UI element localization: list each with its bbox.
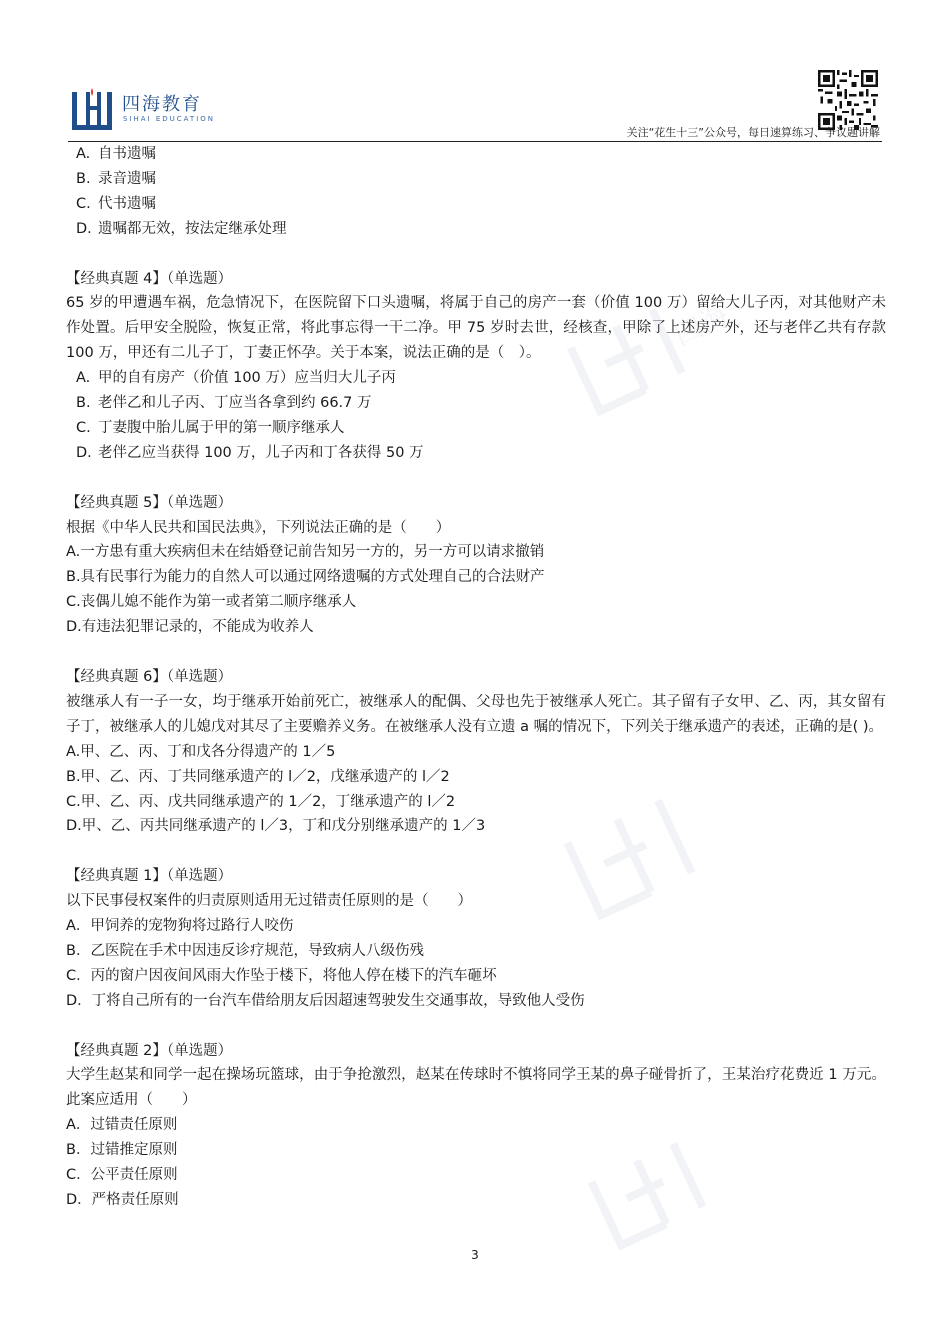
q6-option-d: D.甲、乙、丙共同继承遗产的 l／3，丁和戊分别继承遗产的 1／3	[66, 818, 486, 835]
q0-option-b-letter: B.	[76, 170, 91, 187]
q0-option-d	[66, 217, 886, 242]
q6-stem: 被继承人有一子一女，均于继承开始前死亡，被继承人的配偶、父母也先于被继承人死亡。其子留有子女甲、乙、丙，其女留有子丁，被继承人的儿媳戊对其尽了主要赡养义务。在被继承人没有立遗 a 嘱的情况下，下列关于继承遗产的表述，正确的是( )。	[66, 693, 886, 735]
spacer	[66, 640, 886, 665]
q5-option-a: A.一方患有重大疾病但未在结婚登记前告知另一方的，另一方可以请求撤销	[66, 544, 545, 561]
q4-stem: 65 岁的甲遭遇车祸，危急情况下，在医院留下口头遗嘱，将属于自己的房产一套（价值 100 万）留给大儿子丙，对其他财产未作处置。后甲安全脱险，恢复正常，将此事忘得一干二净。甲 75 岁时去世，经核查，甲除了上述房产外，还与老伴乙共有存款 100 万，甲还有二儿子丁，丁妻正怀孕。关于本案，说法正确的是（ ）。	[66, 295, 886, 362]
q4-option-c-text: 丁妻腹中胎儿属于甲的第一顺序继承人	[98, 419, 345, 436]
q0-option-a	[66, 142, 886, 167]
q4-option-a	[66, 366, 886, 391]
q0-option-c-text: 代书遗嘱	[98, 195, 156, 212]
spacer	[66, 1014, 886, 1039]
q6-option-c: C.甲、乙、丙、戊共同继承遗产的 1／2，丁继承遗产的 l／2	[66, 793, 456, 810]
q4-option-d-text: 老伴乙应当获得 100 万，儿子丙和丁各获得 50 万	[98, 444, 424, 461]
q4-option-c-letter: C.	[76, 419, 91, 436]
q2-title: 【经典真题 2】（单选题）	[66, 1042, 233, 1059]
q5-title: 【经典真题 5】（单选题）	[66, 494, 233, 511]
header-note: 关注“花生十三”公众号，每日速算练习、争议题讲解	[626, 126, 880, 139]
q1-option-b: B．乙医院在手术中因违反诊疗规范，导致病人八级伤残	[66, 942, 424, 959]
page-number: 3	[471, 1248, 479, 1262]
q4-option-b-letter: B.	[76, 395, 91, 412]
qr-code-icon	[818, 70, 878, 130]
q0-option-d-letter: D.	[76, 220, 92, 237]
q0-option-a-letter: A.	[76, 146, 91, 162]
logo-text-en: SIHAI EDUCATION	[123, 115, 216, 123]
q2-option-a: A．过错责任原则	[66, 1117, 178, 1134]
q2-option-b: B．过错推定原则	[66, 1142, 178, 1159]
logo-text-cn: 四海教育	[122, 94, 202, 115]
q2-option-c: C．公平责任原则	[66, 1167, 178, 1184]
q0-option-d-text: 遗嘱都无效，按法定继承处理	[98, 220, 287, 237]
q0-option-b	[66, 167, 886, 192]
q1-option-a: A．甲饲养的宠物狗将过路行人咬伤	[66, 918, 294, 935]
q0-option-a-text: 自书遗嘱	[98, 146, 156, 162]
q1-title: 【经典真题 1】（单选题）	[66, 868, 233, 885]
q4-option-b-text: 老伴乙和儿子丙、丁应当各拿到约 66.7 万	[98, 395, 372, 412]
q5-stem: 根据《中华人民共和国民法典》，下列说法正确的是（ ）	[66, 519, 451, 536]
q4-option-d-letter: D.	[76, 444, 92, 461]
spacer	[66, 242, 886, 267]
q5-option-c: C.丧偶儿媳不能作为第一或者第二顺序继承人	[66, 594, 357, 611]
q4-option-a-text: 甲的自有房产（价值 100 万）应当归大儿子丙	[98, 370, 396, 387]
q1-option-d: D．丁将自己所有的一台汽车借给朋友后因超速驾驶发生交通事故，导致他人受伤	[66, 992, 585, 1009]
spacer	[66, 466, 886, 491]
q1-stem: 以下民事侵权案件的归责原则适用无过错责任原则的是（ ）	[66, 893, 472, 910]
sihai-logo-icon	[70, 86, 114, 132]
brand-logo	[70, 86, 230, 136]
q4-title: 【经典真题 4】（单选题）	[66, 270, 233, 287]
document-content	[66, 142, 886, 1213]
q0-option-c	[66, 192, 886, 217]
q4-option-c	[66, 416, 886, 441]
q6-option-a: A.甲、乙、丙、丁和戊各分得遗产的 1／5	[66, 743, 336, 760]
q1-option-c: C．丙的窗户因夜间风雨大作坠于楼下，将他人停在楼下的汽车砸坏	[66, 967, 497, 984]
q6-title: 【经典真题 6】（单选题）	[66, 668, 233, 685]
q5-option-b: B.具有民事行为能力的自然人可以通过网络遗嘱的方式处理自己的合法财产	[66, 569, 545, 586]
q4-option-b	[66, 391, 886, 416]
q4-option-a-letter: A.	[76, 370, 91, 387]
spacer	[66, 839, 886, 864]
q4-option-d	[66, 441, 886, 466]
svg-text:四海: 四海	[669, 298, 734, 353]
q0-option-c-letter: C.	[76, 195, 91, 212]
q0-option-b-text: 录音遗嘱	[98, 170, 156, 187]
q2-option-d: D．严格责任原则	[66, 1191, 179, 1208]
q5-option-d: D.有违法犯罪记录的，不能成为收养人	[66, 619, 314, 636]
q2-stem: 大学生赵某和同学一起在操场玩篮球，由于争抢激烈，赵某在传球时不慎将同学王某的鼻子碰骨折了，王某治疗花费近 1 万元。此案应适用（ ）	[66, 1067, 886, 1109]
q6-option-b: B.甲、乙、丙、丁共同继承遗产的 l／2，戊继承遗产的 l／2	[66, 768, 450, 785]
